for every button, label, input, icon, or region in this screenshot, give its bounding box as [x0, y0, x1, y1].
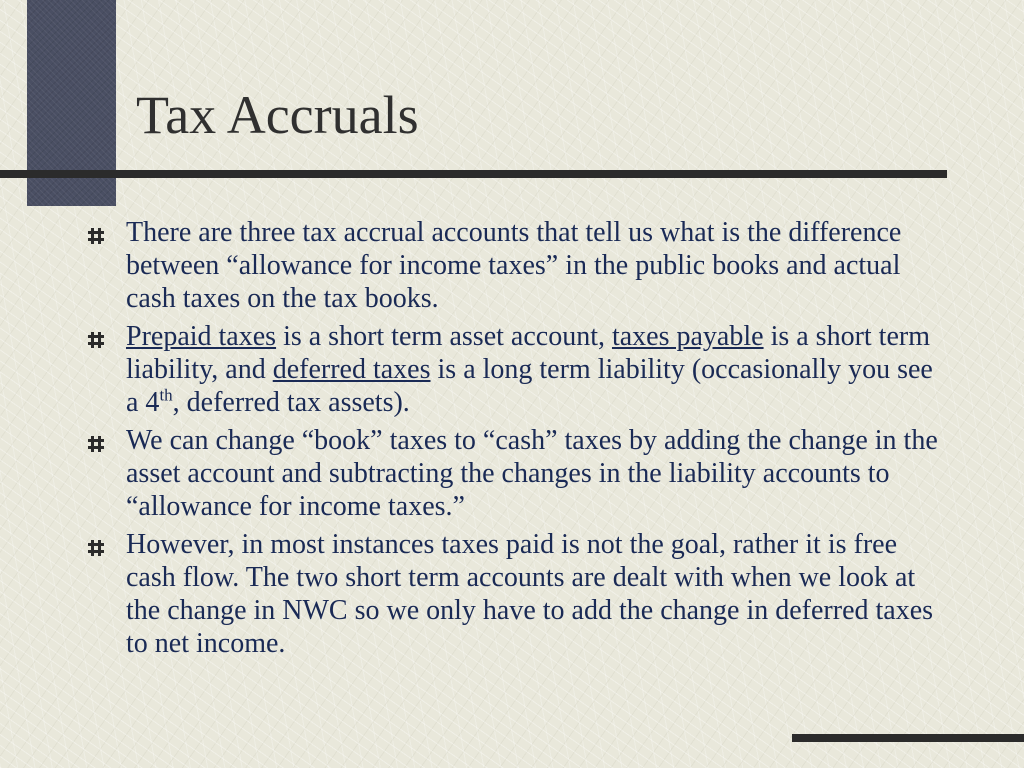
bullet-text-part: is a short term asset account,: [276, 321, 612, 352]
bullet-item: [86, 424, 946, 523]
footer-rule: [792, 734, 1024, 742]
bullet-text: However, in most instances taxes paid is not the goal, rather it is free cash flow. The two short term accounts are dealt with when we look at the change in NWC so we only have to add the change in deferred taxes to net income.: [126, 529, 934, 659]
hash-bullet-icon: [86, 434, 106, 454]
bullet-text-part: is a long term liability (occasionally you see a 4: [126, 354, 933, 418]
hash-bullet-icon: [86, 538, 106, 558]
bullet-item: [86, 216, 946, 315]
hash-bullet-icon: [86, 330, 106, 350]
bullet-list: [86, 216, 946, 665]
bullet-text-part: is a short term liability, and: [126, 321, 930, 385]
term-deferred-taxes: deferred taxes: [272, 354, 431, 385]
bullet-text: [126, 320, 946, 419]
term-prepaid-taxes: Prepaid taxes: [126, 321, 277, 352]
bullet-text: There are three tax accrual accounts that tell us what is the difference between “allowance for income taxes” in the public books and actual cash taxes on the tax books.: [126, 217, 902, 314]
bullet-item: [86, 320, 946, 419]
bullet-text-part: , deferred tax assets).: [172, 387, 410, 418]
term-taxes-payable: taxes payable: [611, 321, 764, 352]
title-divider-rule: [0, 170, 947, 178]
bullet-item: [86, 528, 946, 660]
bullet-text: We can change “book” taxes to “cash” taxes by adding the change in the asset account and subtracting the changes in the liability accounts to “allowance for income taxes.”: [126, 425, 938, 522]
slide-title: Tax Accruals: [136, 85, 419, 145]
ordinal-superscript: th: [159, 385, 173, 405]
hash-bullet-icon: [86, 226, 106, 246]
